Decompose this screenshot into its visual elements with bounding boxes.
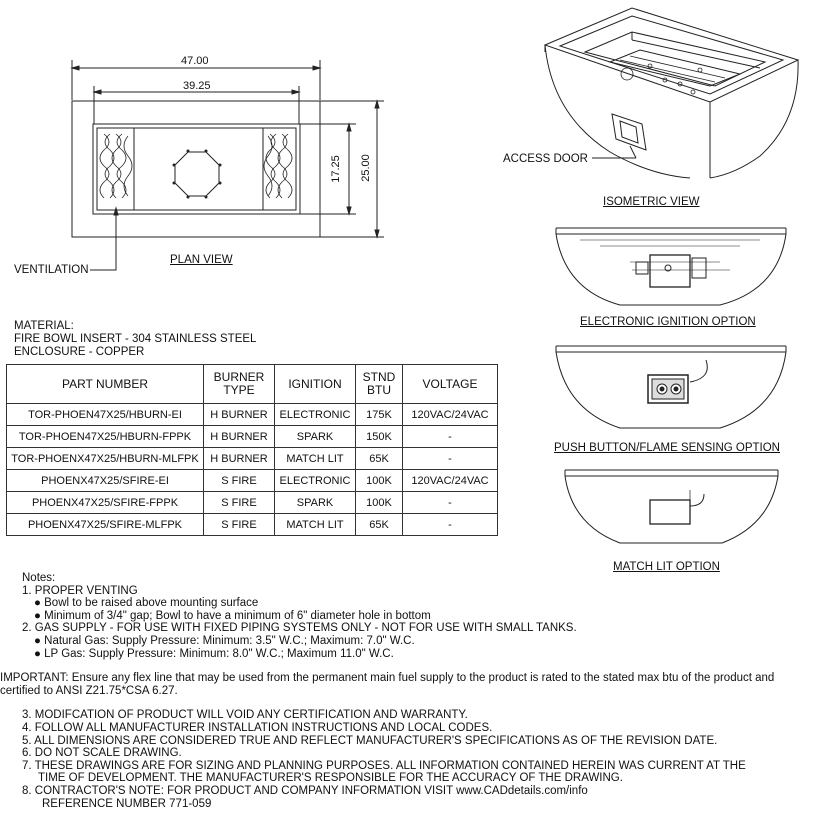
cell-ignition: ELECTRONIC [275, 404, 356, 426]
cell-part-number: TOR-PHOEN47X25/HBURN-EI [7, 404, 204, 426]
isometric-view-title: ISOMETRIC VIEW [603, 196, 700, 208]
plan-view-title: PLAN VIEW [170, 254, 233, 266]
note-1b: ● Minimum of 3/4" gap; Bowl to have a minimum of 6" diameter hole in bottom [34, 609, 431, 622]
header-stnd-btu: STND BTU [356, 365, 403, 404]
cell-burner-type: S FIRE [204, 492, 275, 514]
table-row [7, 404, 498, 426]
table-row [7, 426, 498, 448]
cell-burner-type: S FIRE [204, 514, 275, 536]
header-part-number: PART NUMBER [7, 365, 204, 404]
note-important: IMPORTANT: Ensure any flex line that may be used from the permanent main fuel supply to the product is rated to the stated max btu of the product and certified to ANSI Z21.75*CSA 6.27. [0, 672, 775, 697]
material-enclosure: ENCLOSURE - COPPER [14, 346, 145, 358]
note-8a: 8. CONTRACTOR'S NOTE: FOR PRODUCT AND COMPANY INFORMATION VISIT www.CADdetails.com/info [22, 784, 588, 797]
cell-burner-type: H BURNER [204, 448, 275, 470]
note-7b: TIME OF DEVELOPMENT. THE MANUFACTURER'S RESPONSIBLE FOR THE ACCURACY OF THE DRAWING. [38, 772, 623, 785]
cell-ignition: SPARK [275, 492, 356, 514]
dim-overall-depth: 25.00 [359, 154, 372, 182]
note-3: 3. MODIFCATION OF PRODUCT WILL VOID ANY CERTIFICATION AND WARRANTY. [22, 709, 468, 722]
table-row [7, 448, 498, 470]
cell-burner-type: S FIRE [204, 470, 275, 492]
electronic-ignition-drawing [556, 228, 786, 305]
cell-btu: 65K [356, 448, 403, 470]
access-door-label: ACCESS DOOR [503, 153, 588, 165]
header-ignition: IGNITION [275, 365, 356, 404]
cell-voltage: - [403, 492, 498, 514]
cell-voltage: - [403, 448, 498, 470]
note-7a: 7. THESE DRAWINGS ARE FOR SIZING AND PLANNING PURPOSES. ALL INFORMATION CONTAINED HEREIN WAS CURRENT AT THE [22, 759, 746, 772]
header-voltage: VOLTAGE [403, 365, 498, 404]
note-8b: REFERENCE NUMBER 771-059 [42, 797, 212, 810]
cell-ignition: ELECTRONIC [275, 470, 356, 492]
cell-part-number: PHOENX47X25/SFIRE-FPPK [7, 492, 204, 514]
note-4: 4. FOLLOW ALL MANUFACTURER INSTALLATION INSTRUCTIONS AND LOCAL CODES. [22, 721, 493, 734]
dim-overall-width: 47.00 [181, 55, 209, 67]
material-heading: MATERIAL: [14, 320, 74, 332]
note-1: 1. PROPER VENTING [22, 584, 138, 597]
material-block [14, 320, 256, 359]
push-button-drawing [556, 346, 786, 428]
push-button-title: PUSH BUTTON/FLAME SENSING OPTION [554, 442, 780, 454]
cell-ignition: SPARK [275, 426, 356, 448]
cell-btu: 100K [356, 492, 403, 514]
cell-burner-type: H BURNER [204, 426, 275, 448]
note-1a: ● Bowl to be raised above mounting surface [34, 597, 259, 610]
electronic-ignition-title: ELECTRONIC IGNITION OPTION [580, 316, 756, 328]
note-5: 5. ALL DIMENSIONS ARE CONSIDERED TRUE AND REFLECT MANUFACTURER'S SPECIFICATIONS AS OF THE REVISION DATE. [22, 734, 718, 747]
table-row [7, 492, 498, 514]
match-lit-drawing [565, 470, 778, 543]
dim-inner-width: 39.25 [183, 80, 211, 92]
ventilation-label: VENTILATION [14, 264, 89, 276]
table-row [7, 514, 498, 536]
note-2b: ● LP Gas: Supply Pressure: Minimum: 8.0" W.C.; Maximum 11.0" W.C. [34, 647, 394, 660]
note-2: 2. GAS SUPPLY - FOR USE WITH FIXED PIPING SYSTEMS ONLY - NOT FOR USE WITH SMALL TANKS. [22, 622, 577, 635]
table-row [7, 470, 498, 492]
cell-part-number: TOR-PHOEN47X25/HBURN-FPPK [7, 426, 204, 448]
cell-btu: 100K [356, 470, 403, 492]
cell-part-number: PHOENX47X25/SFIRE-EI [7, 470, 204, 492]
notes-block [0, 572, 802, 810]
header-burner-type: BURNER TYPE [204, 365, 275, 404]
parts-table [6, 364, 498, 536]
cell-voltage: - [403, 514, 498, 536]
cell-voltage: - [403, 426, 498, 448]
cell-voltage: 120VAC/24VAC [403, 470, 498, 492]
note-2a: ● Natural Gas: Supply Pressure: Minimum: 3.5" W.C.; Maximum: 7.0" W.C. [34, 634, 415, 647]
cell-burner-type: H BURNER [204, 404, 275, 426]
note-6: 6. DO NOT SCALE DRAWING. [22, 747, 182, 760]
material-insert: FIRE BOWL INSERT - 304 STAINLESS STEEL [14, 333, 257, 345]
cell-btu: 150K [356, 426, 403, 448]
cell-btu: 175K [356, 404, 403, 426]
cell-part-number: TOR-PHOENX47X25/HBURN-MLFPK [7, 448, 204, 470]
parts-table-header [7, 365, 498, 404]
cell-part-number: PHOENX47X25/SFIRE-MLFPK [7, 514, 204, 536]
dim-inner-depth: 17.25 [329, 155, 342, 183]
cell-voltage: 120VAC/24VAC [403, 404, 498, 426]
notes-heading: Notes: [22, 572, 56, 584]
cell-ignition: MATCH LIT [275, 514, 356, 536]
cell-btu: 65K [356, 514, 403, 536]
match-lit-title: MATCH LIT OPTION [613, 561, 720, 573]
cell-ignition: MATCH LIT [275, 448, 356, 470]
